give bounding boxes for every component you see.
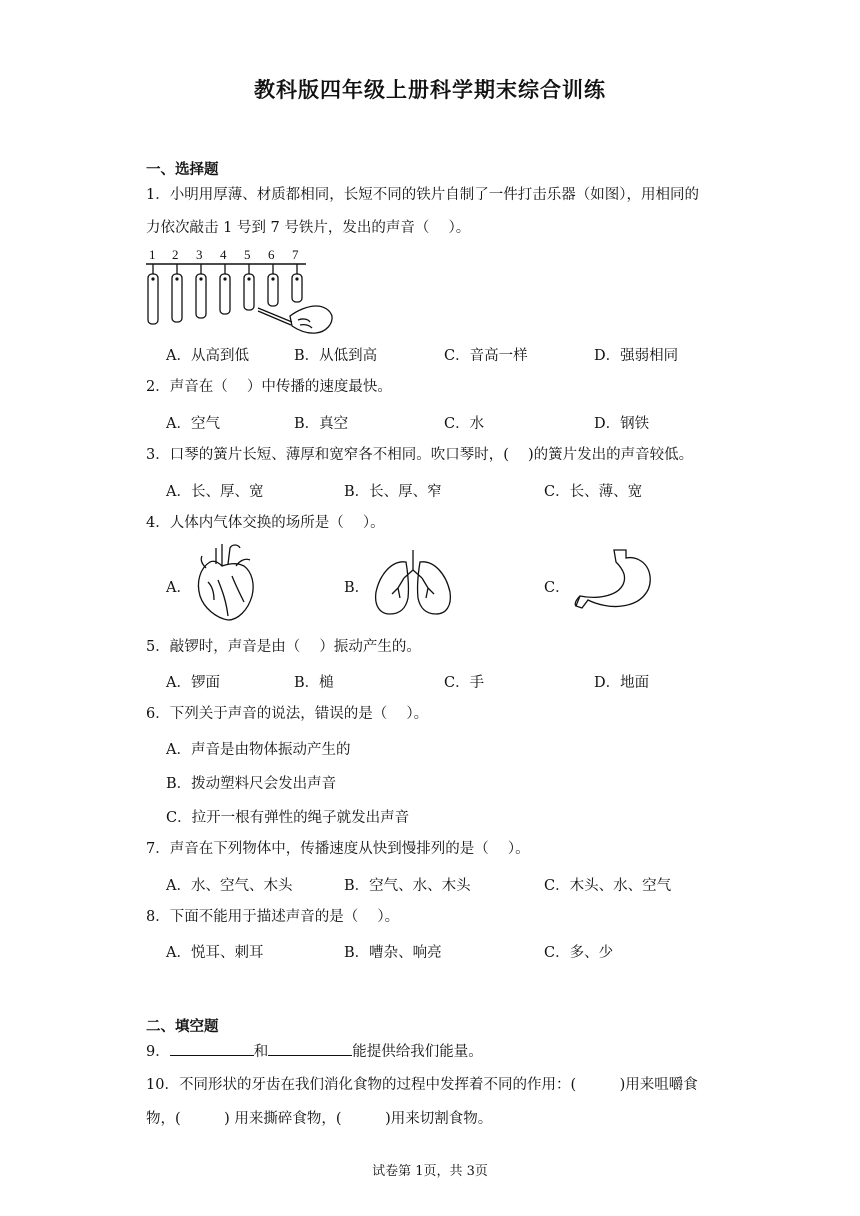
q3-option-c[interactable]: C．长、薄、宽 <box>544 484 643 500</box>
q5-option-c[interactable]: C．手 <box>444 675 485 691</box>
answer-blank-1[interactable] <box>170 1041 254 1056</box>
section-heading-choice: 一、选择题 <box>146 161 219 178</box>
q7-option-a[interactable]: A．水、空气、木头 <box>166 878 293 894</box>
question-3: 3．口琴的簧片长短、薄厚和宽窄各不相同。吹口琴时，( )的簧片发出的声音较低。 <box>146 447 694 463</box>
heart-icon <box>192 542 258 622</box>
q2-option-b[interactable]: B．真空 <box>294 416 349 432</box>
figure-label-7: 7 <box>292 247 299 262</box>
q7-option-c[interactable]: C．木头、水、空气 <box>544 878 672 894</box>
page-title: 教科版四年级上册科学期末综合训练 <box>254 77 606 102</box>
q8-option-b[interactable]: B．嘈杂、响亮 <box>344 945 442 961</box>
question-8: 8．下面不能用于描述声音的是（ ）。 <box>146 909 400 925</box>
question-4: 4．人体内气体交换的场所是（ ）。 <box>146 515 385 531</box>
q1-option-b[interactable]: B．从低到高 <box>294 348 378 364</box>
question-5: 5．敲锣时，声音是由（ ）振动产生的。 <box>146 639 421 655</box>
q5-option-a[interactable]: A．锣面 <box>166 675 220 691</box>
q2-option-c[interactable]: C．水 <box>444 416 485 432</box>
q1-option-c[interactable]: C．音高一样 <box>444 348 528 364</box>
question-10-line-2: 物，( ) 用来撕碎食物，( )用来切割食物。 <box>146 1111 493 1127</box>
question-10-line-1: 10．不同形状的牙齿在我们消化食物的过程中发挥着不同的作用：( )用来咀嚼食 <box>146 1077 698 1093</box>
question-2: 2．声音在（ ）中传播的速度最快。 <box>146 379 392 395</box>
q3-option-a[interactable]: A．长、厚、宽 <box>166 484 264 500</box>
q4-option-b[interactable]: B． <box>344 580 370 596</box>
lungs-icon <box>372 548 454 618</box>
figure-label-1: 1 <box>149 247 156 262</box>
q5-option-b[interactable]: B．槌 <box>294 675 334 691</box>
stomach-icon <box>570 548 654 614</box>
question-9 <box>146 1041 483 1062</box>
question-1-line-1: 1．小明用厚薄、材质都相同，长短不同的铁片自制了一件打击乐器（如图），用相同的 <box>146 187 699 203</box>
q1-option-a[interactable]: A．从高到低 <box>166 348 249 364</box>
question-6: 6．下列关于声音的说法，错误的是（ ）。 <box>146 706 429 722</box>
figure-label-5: 5 <box>244 247 251 262</box>
page-footer: 试卷第 1页，共 3页 <box>372 1164 488 1179</box>
percussion-instrument-figure <box>140 246 340 338</box>
q8-option-a[interactable]: A．悦耳、刺耳 <box>166 945 264 961</box>
q6-option-b[interactable]: B．拨动塑料尺会发出声音 <box>166 776 337 792</box>
q4-option-c[interactable]: C． <box>544 580 570 596</box>
figure-label-3: 3 <box>196 247 203 262</box>
q2-option-a[interactable]: A．空气 <box>166 416 220 432</box>
q4-option-a[interactable]: A． <box>166 580 191 596</box>
question-9-end: 能提供给我们能量。 <box>352 1044 483 1060</box>
q2-option-d[interactable]: D．钢铁 <box>594 416 650 432</box>
q8-option-c[interactable]: C．多、少 <box>544 945 614 961</box>
question-9-number: 9． <box>146 1044 170 1060</box>
q6-option-a[interactable]: A．声音是由物体振动产生的 <box>166 742 351 758</box>
section-heading-fill-blank: 二、填空题 <box>146 1018 219 1035</box>
question-1-line-2: 力依次敲击 1 号到 7 号铁片，发出的声音（ ）。 <box>146 220 471 236</box>
answer-blank-2[interactable] <box>268 1041 352 1056</box>
figure-label-2: 2 <box>172 247 179 262</box>
q5-option-d[interactable]: D．地面 <box>594 675 650 691</box>
q7-option-b[interactable]: B．空气、水、木头 <box>344 878 471 894</box>
question-7: 7．声音在下列物体中，传播速度从快到慢排列的是（ ）。 <box>146 841 530 857</box>
q6-option-c[interactable]: C．拉开一根有弹性的绳子就发出声音 <box>166 810 410 826</box>
q3-option-b[interactable]: B．长、厚、窄 <box>344 484 442 500</box>
q1-option-d[interactable]: D．强弱相同 <box>594 348 679 364</box>
figure-label-4: 4 <box>220 247 227 262</box>
figure-label-6: 6 <box>268 247 275 262</box>
question-9-mid: 和 <box>253 1044 269 1060</box>
